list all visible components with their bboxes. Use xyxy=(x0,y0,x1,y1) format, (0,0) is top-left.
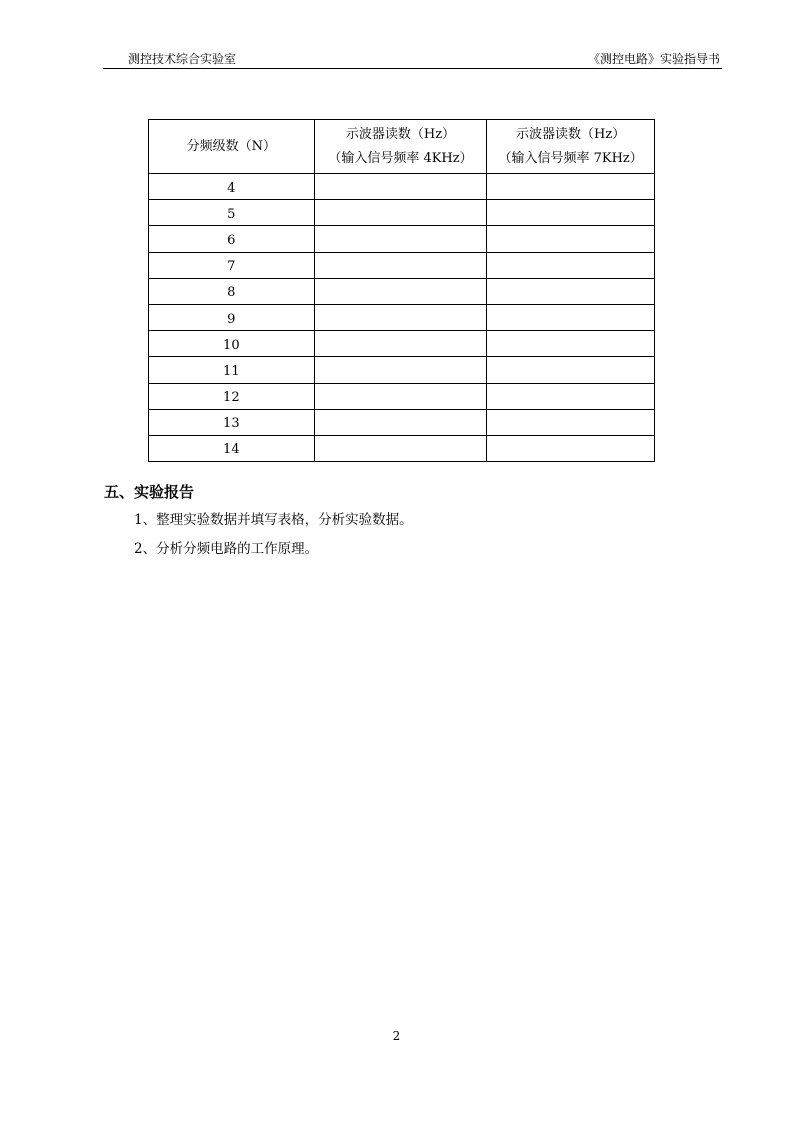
table-row xyxy=(149,435,655,461)
cell-division-level: 12 xyxy=(149,383,315,409)
cell-division-level: 13 xyxy=(149,409,315,435)
report-item-2: 2、分析分频电路的工作原理。 xyxy=(134,541,319,557)
cell-reading-7khz[interactable] xyxy=(487,331,655,357)
header-7khz-line2: （输入信号频率 7KHz） xyxy=(498,151,643,166)
cell-reading-7khz[interactable] xyxy=(487,357,655,383)
table-row xyxy=(149,409,655,435)
section-title-report: 五、实验报告 xyxy=(104,483,195,501)
table-row xyxy=(149,252,655,278)
cell-reading-7khz[interactable] xyxy=(487,278,655,304)
cell-reading-7khz[interactable] xyxy=(487,383,655,409)
table-row xyxy=(149,383,655,409)
cell-reading-7khz[interactable] xyxy=(487,200,655,226)
cell-division-level: 14 xyxy=(149,435,315,461)
header-reading-4khz xyxy=(314,120,487,174)
cell-division-level: 11 xyxy=(149,357,315,383)
cell-division-level: 5 xyxy=(149,200,315,226)
cell-division-level: 4 xyxy=(149,174,315,200)
header-7khz-line1: 示波器读数（Hz） xyxy=(516,127,626,142)
frequency-division-table xyxy=(148,119,655,462)
cell-reading-7khz[interactable] xyxy=(487,435,655,461)
cell-reading-4khz[interactable] xyxy=(314,409,487,435)
table-row xyxy=(149,357,655,383)
header-book-title: 《测控电路》实验指导书 xyxy=(587,52,720,66)
table-row xyxy=(149,304,655,330)
cell-reading-7khz[interactable] xyxy=(487,174,655,200)
table-row xyxy=(149,174,655,200)
table-row xyxy=(149,226,655,252)
cell-reading-7khz[interactable] xyxy=(487,409,655,435)
header-lab-name: 测控技术综合实验室 xyxy=(128,52,237,66)
cell-reading-4khz[interactable] xyxy=(314,331,487,357)
cell-reading-7khz[interactable] xyxy=(487,226,655,252)
cell-division-level: 10 xyxy=(149,331,315,357)
cell-division-level: 8 xyxy=(149,278,315,304)
cell-reading-4khz[interactable] xyxy=(314,357,487,383)
cell-reading-4khz[interactable] xyxy=(314,383,487,409)
table-header-row xyxy=(149,120,655,174)
header-division-level: 分频级数（N） xyxy=(149,120,315,174)
cell-reading-7khz[interactable] xyxy=(487,252,655,278)
table-row xyxy=(149,331,655,357)
report-item-1: 1、整理实验数据并填写表格，分析实验数据。 xyxy=(134,512,413,528)
cell-reading-4khz[interactable] xyxy=(314,304,487,330)
cell-division-level: 9 xyxy=(149,304,315,330)
table-row xyxy=(149,200,655,226)
header-4khz-line2: （输入信号频率 4KHz） xyxy=(328,151,473,166)
table-row xyxy=(149,278,655,304)
cell-reading-4khz[interactable] xyxy=(314,200,487,226)
header-4khz-line1: 示波器读数（Hz） xyxy=(345,127,456,142)
header-reading-7khz xyxy=(487,120,655,174)
cell-division-level: 7 xyxy=(149,252,315,278)
cell-division-level: 6 xyxy=(149,226,315,252)
cell-reading-4khz[interactable] xyxy=(314,435,487,461)
cell-reading-4khz[interactable] xyxy=(314,252,487,278)
page-header xyxy=(103,48,722,69)
cell-reading-7khz[interactable] xyxy=(487,304,655,330)
page-number: 2 xyxy=(392,1029,401,1043)
cell-reading-4khz[interactable] xyxy=(314,278,487,304)
cell-reading-4khz[interactable] xyxy=(314,226,487,252)
cell-reading-4khz[interactable] xyxy=(314,174,487,200)
